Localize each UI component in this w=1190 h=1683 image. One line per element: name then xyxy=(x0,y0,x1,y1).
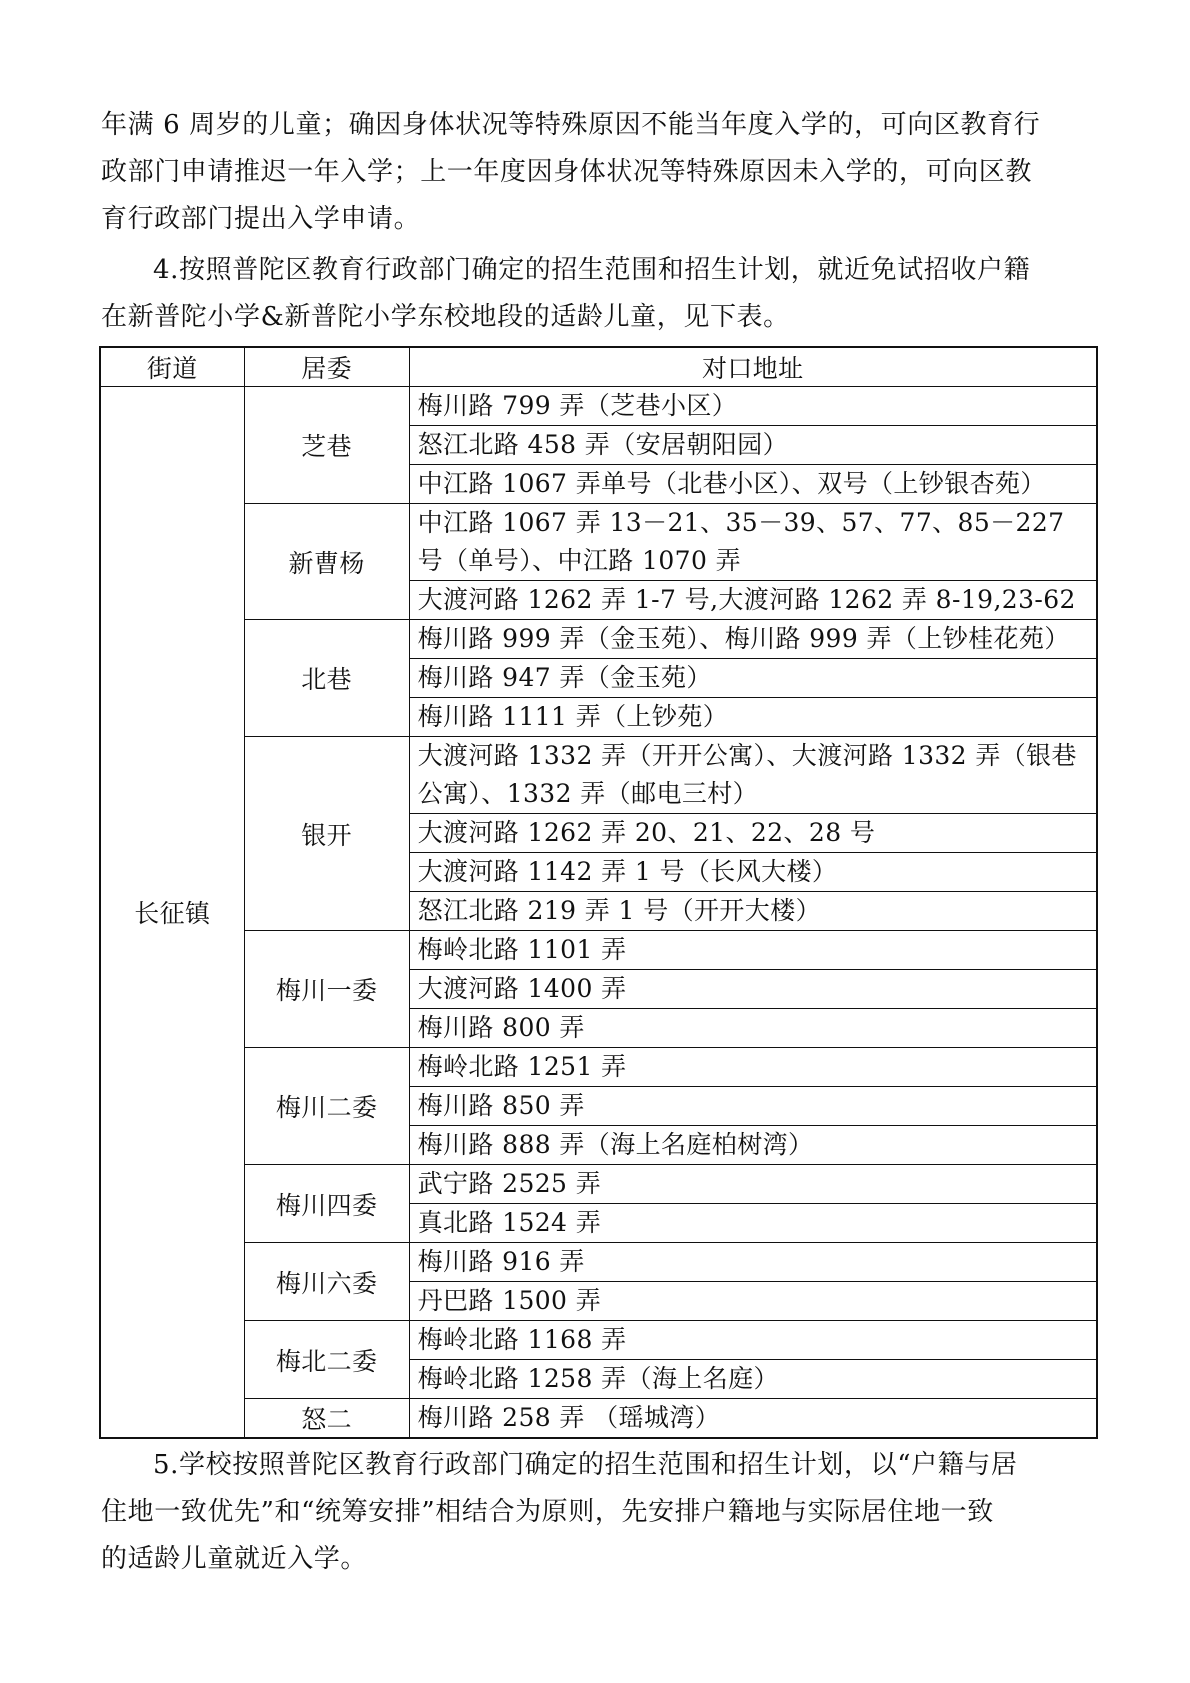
address-cell: 梅川路 888 弄（海上名庭柏树湾） xyxy=(409,1126,1097,1165)
address-cell: 梅岭北路 1101 弄 xyxy=(409,931,1097,970)
table-row xyxy=(100,1321,1097,1360)
enrollment-zone-table xyxy=(99,346,1098,1439)
table-row xyxy=(100,620,1097,659)
committee-cell: 梅北二委 xyxy=(244,1321,409,1399)
table-row xyxy=(100,1048,1097,1087)
table-row xyxy=(100,931,1097,970)
committee-cell: 梅川六委 xyxy=(244,1243,409,1321)
address-cell: 怒江北路 458 弄（安居朝阳园） xyxy=(409,426,1097,465)
committee-cell: 新曹杨 xyxy=(244,504,409,620)
paragraph-line: 的适龄儿童就近入学。 xyxy=(101,1544,368,1574)
committee-cell: 梅川二委 xyxy=(244,1048,409,1165)
header-committee: 居委 xyxy=(244,347,409,387)
address-cell: 大渡河路 1262 弄 20、21、22、28 号 xyxy=(409,814,1097,853)
paragraph-item-5 xyxy=(101,1442,1091,1583)
header-street: 街道 xyxy=(100,347,244,387)
paragraph-item-4 xyxy=(101,247,1091,341)
committee-cell: 芝巷 xyxy=(244,387,409,504)
address-cell: 武宁路 2525 弄 xyxy=(409,1165,1097,1204)
table-row xyxy=(100,1165,1097,1204)
address-cell: 大渡河路 1142 弄 1 号（长风大楼） xyxy=(409,853,1097,892)
paragraph-age-requirement xyxy=(101,102,1091,243)
paragraph-line: 政部门申请推迟一年入学；上一年度因身体状况等特殊原因未入学的，可向区教 xyxy=(101,157,1033,187)
address-cell: 丹巴路 1500 弄 xyxy=(409,1282,1097,1321)
address-cell: 梅岭北路 1258 弄（海上名庭） xyxy=(409,1360,1097,1399)
address-cell: 梅川路 947 弄（金玉苑） xyxy=(409,659,1097,698)
table-header-row xyxy=(100,347,1097,387)
address-cell: 梅川路 850 弄 xyxy=(409,1087,1097,1126)
address-cell: 梅岭北路 1251 弄 xyxy=(409,1048,1097,1087)
street-cell: 长征镇 xyxy=(100,387,244,1439)
committee-cell: 银开 xyxy=(244,737,409,931)
paragraph-line: 住地一致优先”和“统筹安排”相结合为原则，先安排户籍地与实际居住地一致 xyxy=(101,1497,994,1527)
paragraph-line: 育行政部门提出入学申请。 xyxy=(101,204,421,234)
header-address: 对口地址 xyxy=(409,347,1097,387)
address-cell: 梅川路 258 弄 （瑶城湾） xyxy=(409,1399,1097,1439)
address-cell: 中江路 1067 弄 13－21、35－39、57、77、85－227 号（单号）、中江路 1070 弄 xyxy=(409,504,1097,581)
paragraph-line: 5.学校按照普陀区教育行政部门确定的招生范围和招生计划，以“户籍与居 xyxy=(153,1450,1018,1480)
table-row xyxy=(100,387,1097,426)
address-cell: 真北路 1524 弄 xyxy=(409,1204,1097,1243)
paragraph-line: 4.按照普陀区教育行政部门确定的招生范围和招生计划，就近免试招收户籍 xyxy=(153,255,1031,285)
address-cell: 梅川路 1111 弄（上钞苑） xyxy=(409,698,1097,737)
table-row xyxy=(100,1399,1097,1439)
address-cell: 梅川路 999 弄（金玉苑）、梅川路 999 弄（上钞桂花苑） xyxy=(409,620,1097,659)
table-row xyxy=(100,504,1097,581)
address-cell: 怒江北路 219 弄 1 号（开开大楼） xyxy=(409,892,1097,931)
address-cell: 中江路 1067 弄单号（北巷小区）、双号（上钞银杏苑） xyxy=(409,465,1097,504)
committee-cell: 梅川一委 xyxy=(244,931,409,1048)
committee-cell: 怒二 xyxy=(244,1399,409,1439)
address-cell: 大渡河路 1262 弄 1-7 号,大渡河路 1262 弄 8-19,23-62 xyxy=(409,581,1097,620)
address-cell: 梅岭北路 1168 弄 xyxy=(409,1321,1097,1360)
address-cell: 梅川路 800 弄 xyxy=(409,1009,1097,1048)
table-row xyxy=(100,737,1097,814)
address-cell: 梅川路 916 弄 xyxy=(409,1243,1097,1282)
paragraph-line: 在新普陀小学&新普陀小学东校地段的适龄儿童，见下表。 xyxy=(101,302,790,332)
address-cell: 大渡河路 1400 弄 xyxy=(409,970,1097,1009)
table-row xyxy=(100,1243,1097,1282)
committee-cell: 梅川四委 xyxy=(244,1165,409,1243)
address-cell: 梅川路 799 弄（芝巷小区） xyxy=(409,387,1097,426)
paragraph-line: 年满 6 周岁的儿童；确因身体状况等特殊原因不能当年度入学的，可向区教育行 xyxy=(101,110,1041,140)
committee-cell: 北巷 xyxy=(244,620,409,737)
address-cell: 大渡河路 1332 弄（开开公寓）、大渡河路 1332 弄（银巷公寓）、1332 弄（邮电三村） xyxy=(409,737,1097,814)
